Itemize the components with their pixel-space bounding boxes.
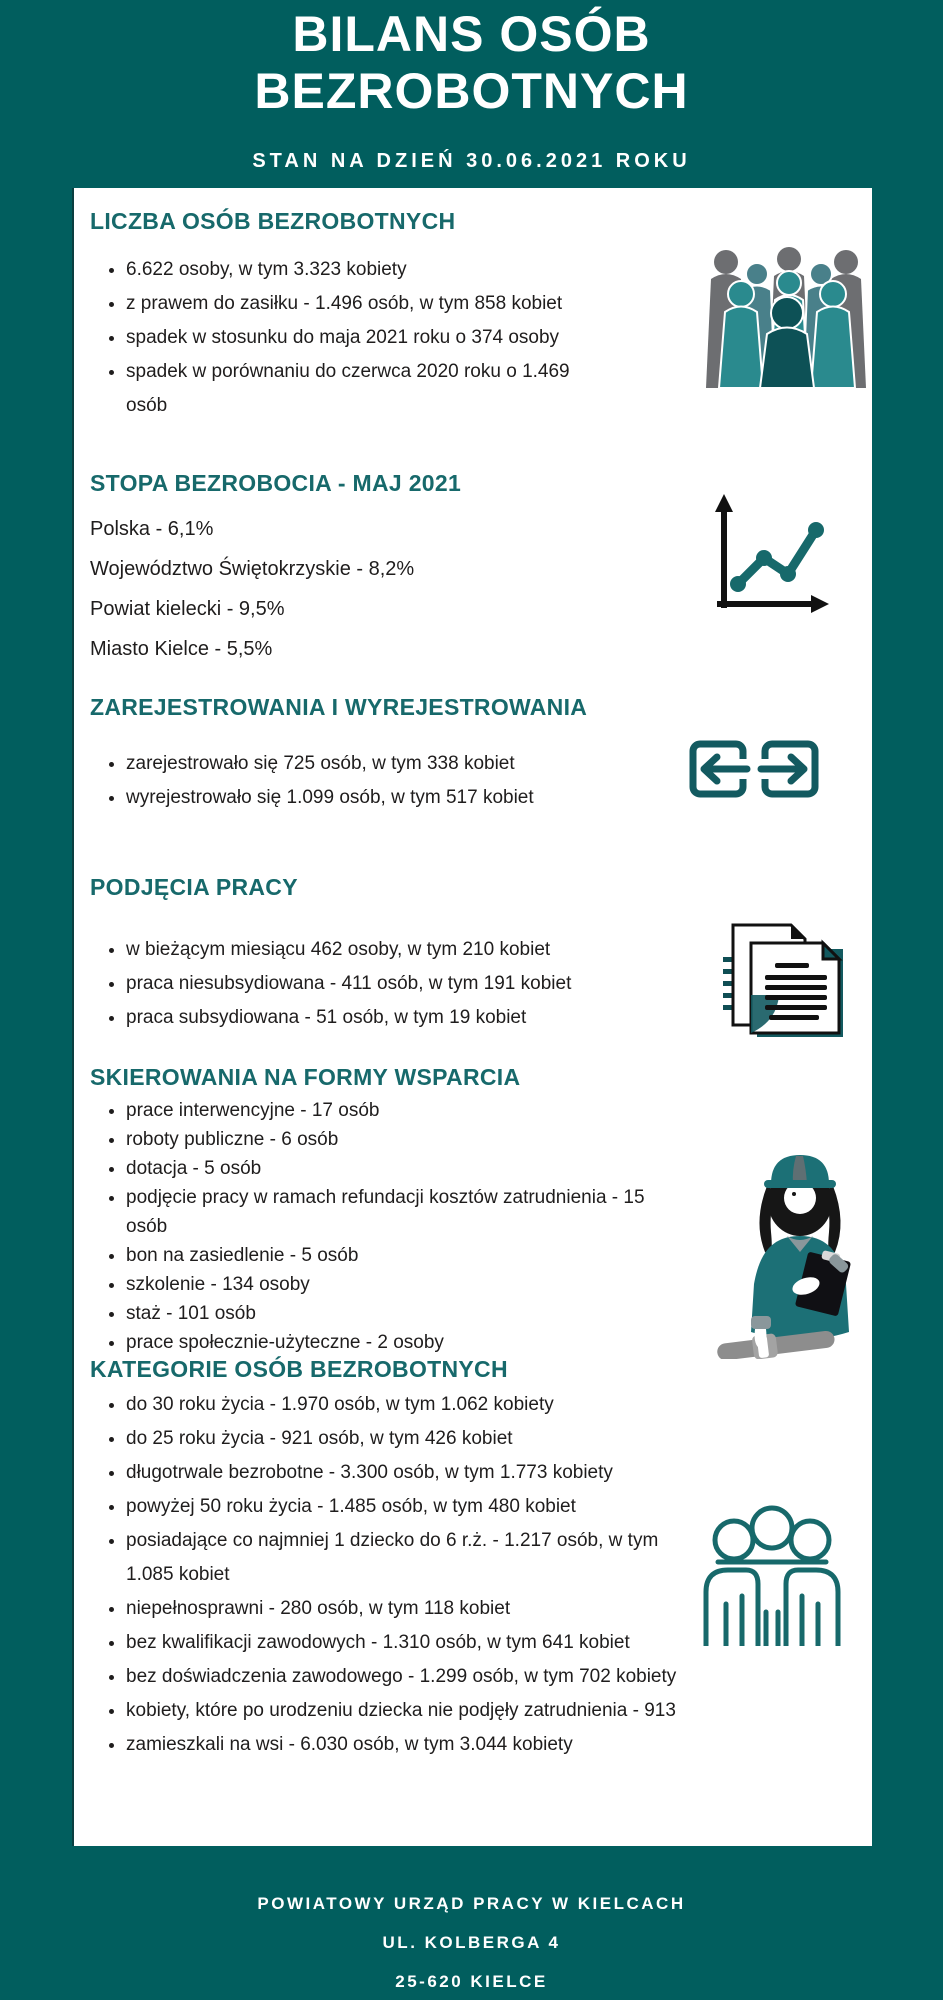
list-item: • staż - 101 osób (126, 1299, 686, 1328)
list-item: • spadek w stosunku do maja 2021 roku o 374 osoby (126, 321, 596, 355)
documents-icon (719, 921, 854, 1043)
section-heading: SKIEROWANIA NA FORMY WSPARCIA (90, 1064, 521, 1090)
bullet-list (90, 1388, 686, 1762)
footer-street: UL. KOLBERGA 4 (382, 1933, 561, 1952)
poster-title-line-2: BEZROBOTNYCH (254, 63, 689, 119)
list-item: • roboty publiczne - 6 osób (126, 1125, 686, 1154)
transfer-arrows-icon (689, 740, 819, 798)
list-item: • szkolenie - 134 osoby (126, 1270, 686, 1299)
list-item: • spadek w porównaniu do czerwca 2020 roku o 1.469 osób (126, 355, 596, 423)
section-liczba-osob-bezrobotnych (90, 208, 730, 423)
list-item: • praca niesubsydiowana - 411 osób, w tym 191 kobiet (126, 967, 686, 1001)
poster-title (0, 6, 943, 120)
section-heading: STOPA BEZROBOCIA - MAJ 2021 (90, 470, 462, 496)
list-item: Miasto Kielce - 5,5% (90, 638, 273, 660)
people-outline-icon (696, 1500, 848, 1651)
list-item: • prace interwencyjne - 17 osób (126, 1096, 686, 1125)
list-item: • prace społecznie-użyteczne - 2 osoby (126, 1328, 686, 1357)
list-item: • kobiety, które po urodzeniu dziecka nie podjęły zatrudnienia - 913 (126, 1694, 686, 1728)
list-item: • bon na zasiedlenie - 5 osób (126, 1241, 686, 1270)
bullet-list (90, 1096, 686, 1357)
line-chart-icon (702, 488, 837, 623)
bullet-list (90, 253, 596, 423)
poster-subtitle: STAN NA DZIEŃ 30.06.2021 ROKU (252, 150, 691, 172)
transfer-arrows-icon (689, 740, 819, 803)
list-item: • zamieszkali na wsi - 6.030 osób, w tym 3.044 kobiety (126, 1728, 686, 1762)
footer (0, 1884, 943, 2000)
list-item: • powyżej 50 roku życia - 1.485 osób, w tym 480 kobiet (126, 1490, 686, 1524)
list-item: • dotacja - 5 osób (126, 1154, 686, 1183)
section-kategorie-osob-bezrobotnych (90, 1356, 730, 1762)
content-card (72, 188, 872, 1846)
poster-title-line-1: BILANS OSÓB (292, 6, 651, 62)
documents-icon (719, 921, 854, 1048)
list-item: • do 25 roku życia - 921 osób, w tym 426 kobiet (126, 1422, 686, 1456)
section-skierowania-na-formy-wsparcia (90, 1064, 730, 1357)
people-outline-icon (696, 1500, 848, 1646)
section-heading: ZAREJESTROWANIA I WYREJESTROWANIA (90, 694, 588, 720)
section-heading: LICZBA OSÓB BEZROBOTNYCH (90, 208, 456, 234)
footer-city: 25-620 KIELCE (395, 1972, 548, 1991)
section-stopa-bezrobocia (90, 470, 730, 669)
footer-organization: POWIATOWY URZĄD PRACY W KIELCACH (257, 1894, 686, 1913)
bullet-list (90, 747, 686, 815)
list-item: Województwo Świętokrzyskie - 8,2% (90, 558, 415, 580)
list-item: • podjęcie pracy w ramach refundacji kosztów zatrudnienia - 15 osób (126, 1183, 686, 1241)
list-item: • bez doświadczenia zawodowego - 1.299 osób, w tym 702 kobiety (126, 1660, 686, 1694)
section-podjecia-pracy (90, 874, 730, 1035)
people-group-icon (694, 233, 869, 388)
list-item: Polska - 6,1% (90, 518, 214, 540)
list-item: • zarejestrowało się 725 osób, w tym 338 kobiet (126, 747, 686, 781)
section-zarejestrowania-i-wyrejestrowania (90, 694, 730, 815)
list-item: • posiadające co najmniej 1 dziecko do 6 r.ż. - 1.217 osób, w tym 1.085 kobiet (126, 1524, 686, 1592)
list-item: • 6.622 osoby, w tym 3.323 kobiety (126, 253, 596, 287)
line-chart-icon (702, 488, 837, 628)
bullet-list (90, 933, 686, 1035)
list-item: • praca subsydiowana - 51 osób, w tym 19 kobiet (126, 1001, 686, 1035)
list-item: • bez kwalifikacji zawodowych - 1.310 osób, w tym 641 kobiet (126, 1626, 686, 1660)
list-item: • w bieżącym miesiącu 462 osoby, w tym 210 kobiet (126, 933, 686, 967)
list-item: • niepełnosprawni - 280 osób, w tym 118 kobiet (126, 1592, 686, 1626)
plain-list (90, 509, 730, 669)
list-item: Powiat kielecki - 9,5% (90, 598, 285, 620)
list-item: • z prawem do zasiłku - 1.496 osób, w tym 858 kobiet (126, 287, 596, 321)
list-item: • długotrwale bezrobotne - 3.300 osób, w tym 1.773 kobiety (126, 1456, 686, 1490)
list-item: • do 30 roku życia - 1.970 osób, w tym 1.062 kobiety (126, 1388, 686, 1422)
people-group-icon (694, 233, 869, 393)
worker-woman-icon (707, 1124, 882, 1359)
section-heading: PODJĘCIA PRACY (90, 874, 298, 900)
list-item: • wyrejestrowało się 1.099 osób, w tym 517 kobiet (126, 781, 686, 815)
section-heading: KATEGORIE OSÓB BEZROBOTNYCH (90, 1356, 508, 1382)
worker-woman-icon (707, 1124, 882, 1364)
